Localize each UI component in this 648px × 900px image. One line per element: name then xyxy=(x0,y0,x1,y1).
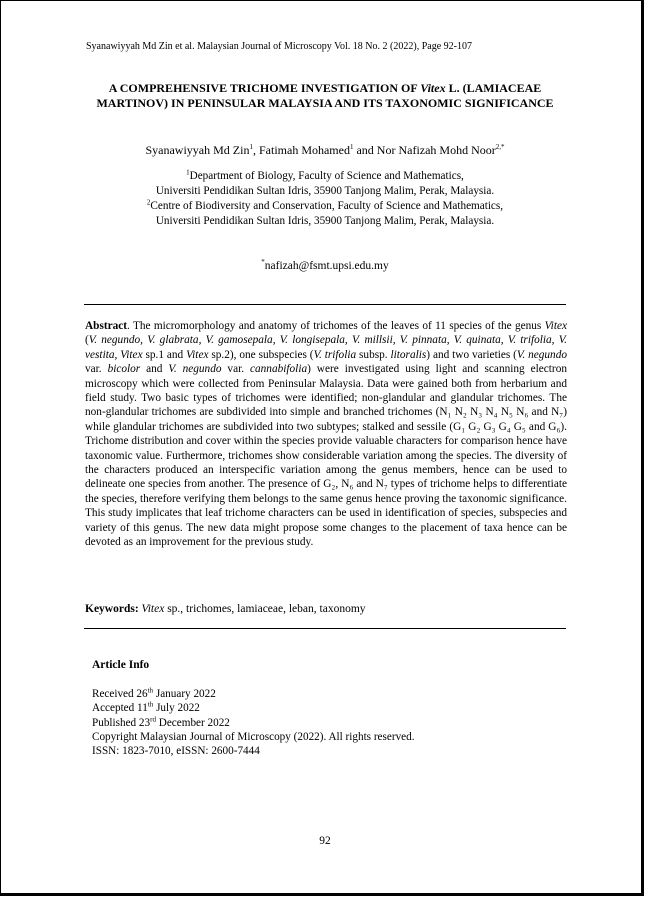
author-name: Syanawiyyah Md Zin xyxy=(145,143,250,157)
published-date: Published 23rd December 2022 xyxy=(92,714,230,729)
author-separator: and xyxy=(353,143,377,157)
abstract-italic-text: Vitex xyxy=(544,320,567,332)
author-affiliation-mark: 1 xyxy=(349,143,354,151)
abstract-italic-text: V. negundo, V. glabrata, V. gamosepala, V. longisepala, V. millsii, V. pinnata, V. quinata, V. trifolia, V. vestita, Vitex xyxy=(85,334,567,361)
abstract-text: var. xyxy=(85,363,108,376)
divider-top xyxy=(84,304,566,305)
title-genus-italic: Vitex xyxy=(420,81,446,95)
page-number: 92 xyxy=(319,835,331,847)
abstract-text: sp.1 and xyxy=(142,348,187,361)
abstract-body xyxy=(85,320,567,548)
received-date: Received 26th January 2022 xyxy=(92,686,216,700)
author-name: Nor Nafizah Mohd Noor xyxy=(376,143,496,157)
abstract-italic-text: V. negundo xyxy=(516,348,567,361)
affiliation-line: Department of Biology, Faculty of Science and Mathematics, xyxy=(189,170,464,182)
copyright-line: Copyright Malaysian Journal of Microscopy (2022). All rights reserved. xyxy=(92,730,415,743)
corresponding-email xyxy=(85,260,565,272)
author-name: Fatimah Mohamed xyxy=(258,143,350,157)
abstract-text: ) and two varieties ( xyxy=(426,348,517,361)
affiliation-2 xyxy=(85,199,565,229)
corresponding-mark: * xyxy=(261,258,265,267)
abstract-text: var. xyxy=(221,363,250,376)
affiliation-mark: 1 xyxy=(186,168,190,177)
abstract-text: ( xyxy=(85,334,89,347)
title-part1: A COMPREHENSIVE TRICHOME INVESTIGATION OF xyxy=(108,81,421,95)
abstract-italic-text: litoralis xyxy=(390,348,427,361)
author-affiliation-mark: 1 xyxy=(249,143,253,151)
keywords-genus-italic: Vitex xyxy=(141,603,165,615)
abstract xyxy=(85,319,567,550)
email-address: nafizah@fsmt.upsi.edu.my xyxy=(264,260,389,272)
keywords xyxy=(85,603,567,615)
abstract-label: Abstract xyxy=(85,320,128,332)
affiliation-mark: 2 xyxy=(146,198,151,207)
affiliation-1 xyxy=(85,169,565,199)
affiliation-line: Centre of Biodiversity and Conservation, Faculty of Science and Mathematics, xyxy=(150,200,504,212)
abstract-text: and xyxy=(140,363,169,376)
abstract-italic-text: V. trifolia xyxy=(313,348,357,361)
abstract-text: subsp. xyxy=(356,348,391,361)
article-title xyxy=(85,81,565,110)
affiliation-line: Universiti Pendidikan Sultan Idris, 35900 Tanjong Malim, Perak, Malaysia. xyxy=(155,185,495,197)
author-separator: , xyxy=(252,143,259,157)
keywords-text: sp., trichomes, lamiaceae, leban, taxonomy xyxy=(164,603,366,615)
abstract-italic-text: V. negundo xyxy=(168,363,222,376)
author-affiliation-mark: 2,* xyxy=(495,143,505,151)
abstract-italic-text: bicolor xyxy=(107,363,141,376)
title-part2: L. (LAMIACEAE MARTINOV) IN PENINSULAR MALAYSIA AND ITS TAXONOMIC SIGNIFICANCE xyxy=(96,81,554,110)
abstract-text: ) were investigated using light and scanning electron microscopy which were collected from Peninsular Malaysia. Data were gained both from herbarium and field study. Two basic types of trichomes were identified; non-glandular and glandular trichomes. The non-glandular trichomes are subdivided into simple and branched trichomes (N₁ N₂ N₃ N₄ N₅ N₆ and N₇) while glandular trichomes are subdivided into two subtypes; stalked and sessile (G₁ G₂ G₃ G₄ G₅ and G₆). Trichome distribution and cover within the species provide valuable characters for comparison hence have taxonomic value. Furthermore, trichomes show considerable variation among the species. The diversity of the characters produced an interspecific variation among the genus members, hence can be used to delineate one species from another. The presence of G₂, N₆ and N₇ types of trichome helps to differentiate the species, therefore verifying them belongs to the same genus hence proving the taxonomic significance. This study implicates that leaf trichome characters can be used in identification of species, subspecies and variety of this genus. The new data might propose some changes to the placement of taxa hence can be devoted as an improvement for the previous study. xyxy=(85,363,567,549)
affiliation-line: Universiti Pendidikan Sultan Idris, 35900 Tanjong Malim, Perak, Malaysia. xyxy=(155,215,495,227)
keywords-label: Keywords: xyxy=(85,603,139,615)
issn-line: ISSN: 1823-7010, eISSN: 2600-7444 xyxy=(92,745,260,758)
accepted-date: Accepted 11th July 2022 xyxy=(92,700,200,715)
abstract-text: . The micromorphology and anatomy of trichomes of the leaves of 11 species of the genus xyxy=(127,320,545,332)
abstract-italic-text: cannabifolia xyxy=(250,363,308,376)
author-list xyxy=(85,143,565,158)
article-info xyxy=(92,687,415,758)
divider-bottom xyxy=(84,628,566,629)
article-info-title: Article Info xyxy=(92,659,150,671)
abstract-italic-text: Vitex xyxy=(186,348,209,361)
running-header: Syanawiyyah Md Zin et al. Malaysian Journal of Microscopy Vol. 18 No. 2 (2022), Page 92-107 xyxy=(86,41,472,52)
abstract-text: sp.2), one subspecies ( xyxy=(208,348,314,361)
